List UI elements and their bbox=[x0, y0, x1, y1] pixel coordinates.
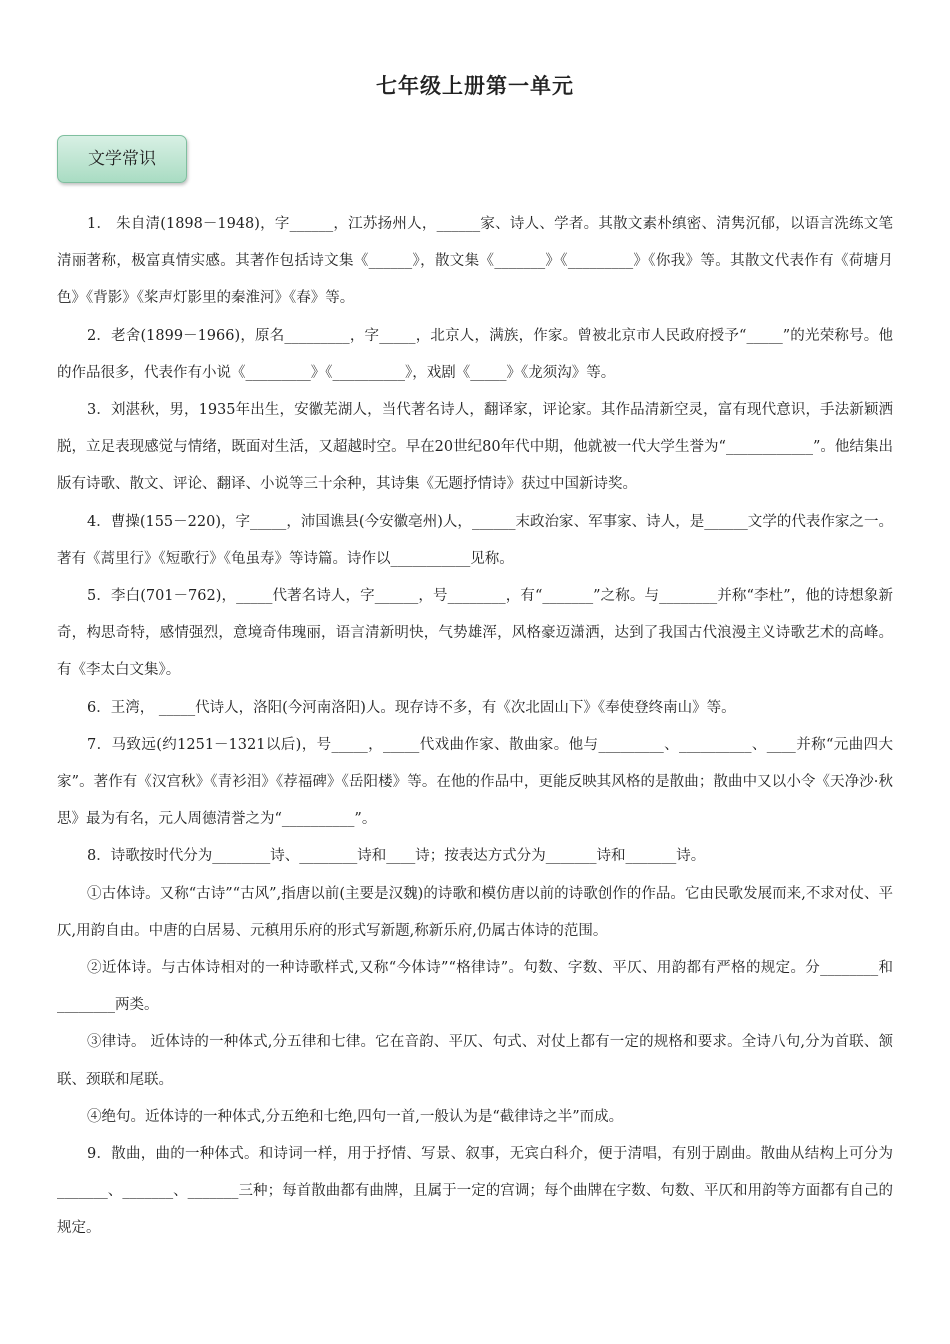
paragraph-3: 3．刘湛秋，男，1935年出生，安徽芜湖人，当代著名诗人，翻译家，评论家。其作品清新空灵，富有现代意识，手法新颖洒脱，立足表现感觉与情绪，既面对生活，又超越时空。早在20世纪80年代中期，他就被一代大学生誉为“____________”。他结集出版有诗歌、散文、评论、翻译、小说等三十余种，其诗集《无题抒情诗》获过中国新诗奖。 bbox=[57, 402, 893, 493]
paragraph-1: 1． 朱自清(1898－1948)，字______，江苏扬州人，______家、诗人、学者。其散文素朴缜密、清隽沉郁，以语言洗练文笔清丽著称，极富真情实感。其著作包括诗文集《______》，散文集《_______》《_________》《你我》等。其散文代表作有《荷塘月色》《背影》《桨声灯影里的秦淮河》《春》等。 bbox=[57, 216, 893, 307]
paragraph-4: 4．曹操(155－220)，字_____，沛国谯县(今安徽亳州)人，______末政治家、军事家、诗人，是______文学的代表作家之一。著有《蒿里行》《短歌行》《龟虽寿》等诗篇。诗作以___________见称。 bbox=[57, 513, 893, 567]
document-body bbox=[57, 206, 893, 1248]
paragraph-9: 9．散曲，曲的一种体式。和诗词一样，用于抒情、写景、叙事，无宾白科介，便于清唱，有别于剧曲。散曲从结构上可分为_______、_______、_______三种；每首散曲都有曲牌，且属于一定的宫调；每个曲牌在字数、句数、平仄和用韵等方面都有自己的规定。 bbox=[57, 1146, 893, 1237]
page-title: 七年级上册第一单元 bbox=[376, 74, 574, 98]
section-badge: 文学常识 bbox=[57, 135, 187, 183]
paragraph-8-2: ②近体诗。与古体诗相对的一种诗歌样式,又称“今体诗”“格律诗”。句数、字数、平仄、用韵都有严格的规定。分________和________两类。 bbox=[57, 960, 893, 1014]
paragraph-7: 7．马致远(约1251－1321以后)，号_____，_____代戏曲作家、散曲家。他与_________、__________、____并称“元曲四大家”。著作有《汉宫秋》《青衫泪》《荐福碑》《岳阳楼》等。在他的作品中，更能反映其风格的是散曲；散曲中又以小令《天净沙·秋思》最为有名，元人周德清誉之为“__________”。 bbox=[57, 736, 893, 828]
paragraph-8-4: ④绝句。近体诗的一种体式,分五绝和七绝,四句一首,一般认为是“截律诗之半”而成。 bbox=[87, 1108, 624, 1125]
paragraph-8-3: ③律诗。 近体诗的一种体式,分五律和七律。它在音韵、平仄、句式、对仗上都有一定的规格和要求。全诗八句,分为首联、颔联、颈联和尾联。 bbox=[57, 1034, 893, 1088]
paragraph-5: 5．李白(701－762)，_____代著名诗人，字______，号________，有“_______”之称。与________并称“李杜”，他的诗想象新奇，构思奇特，感情强烈，意境奇伟瑰丽，语言清新明快，气势雄浑，风格豪迈潇洒，达到了我国古代浪漫主义诗歌艺术的高峰。有《李太白文集》。 bbox=[57, 588, 893, 679]
paragraph-6: 6．王湾， _____代诗人，洛阳(今河南洛阳)人。现存诗不多，有《次北固山下》《奉使登终南山》等。 bbox=[87, 699, 736, 716]
paragraph-2: 2．老舍(1899－1966)，原名_________，字_____，北京人，满族，作家。曾被北京市人民政府授予“_____”的光荣称号。他的作品很多，代表作有小说《_________》《__________》，戏剧《_____》《龙须沟》等。 bbox=[57, 327, 893, 381]
paragraph-8-1: ①古体诗。又称“古诗”“古风”,指唐以前(主要是汉魏)的诗歌和模仿唐以前的诗歌创作的作品。它由民歌发展而来,不求对仗、平仄,用韵自由。中唐的白居易、元稹用乐府的形式写新题,称新乐府,仍属古体诗的范围。 bbox=[57, 885, 893, 939]
paragraph-8: 8．诗歌按时代分为________诗、________诗和____诗；按表达方式分为_______诗和_______诗。 bbox=[87, 848, 706, 865]
